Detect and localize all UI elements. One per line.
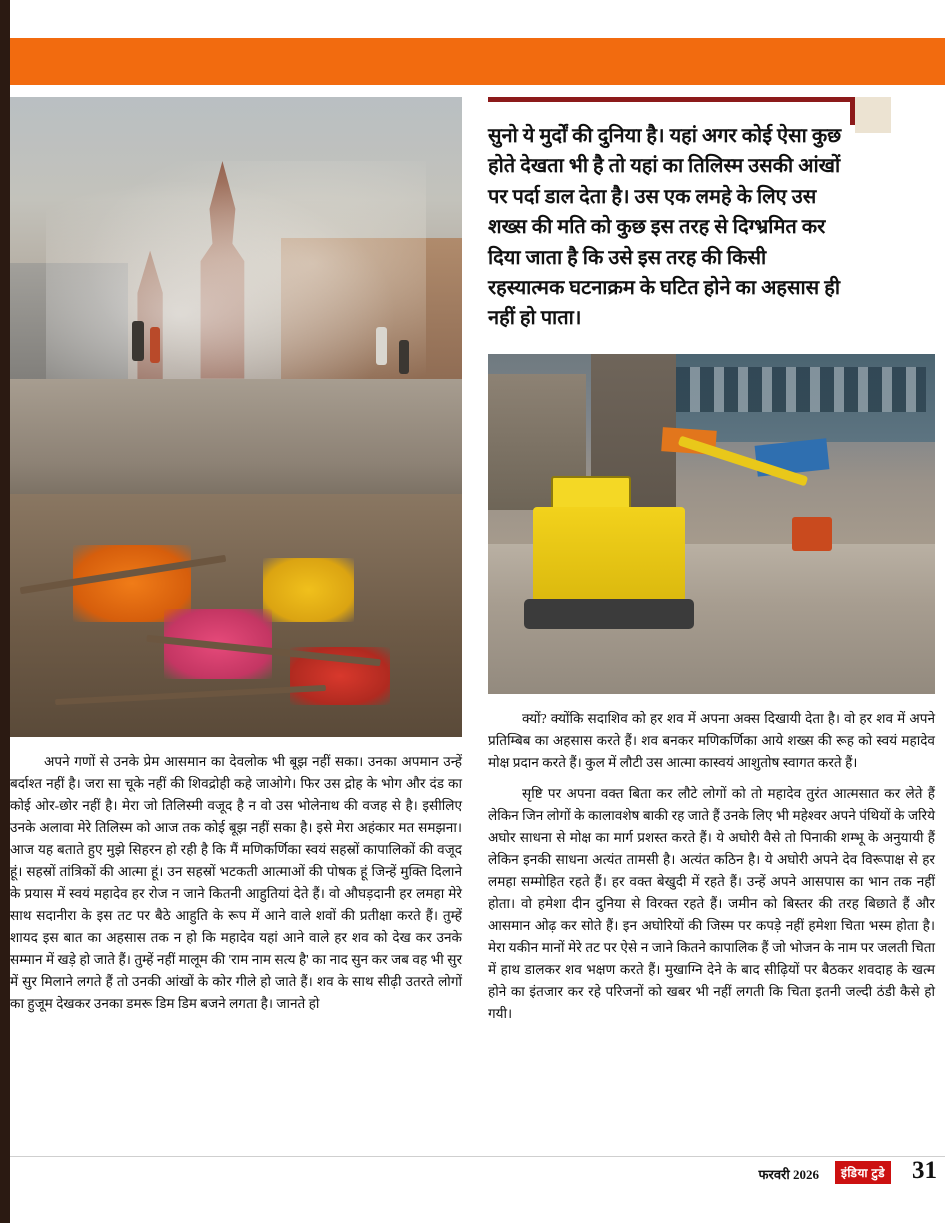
pullquote-frame: [488, 97, 935, 334]
photo-person-3: [376, 327, 387, 365]
top-orange-band: [10, 38, 945, 85]
right-body-text: [488, 708, 935, 1025]
pullquote-text: सुनो ये मुर्दों की दुनिया है। यहां अगर कोई ऐसा कुछ होते देखता भी है तो यहां का तिलिस्म उसकी आंखों पर पर्दा डाल देता है। उस एक लमहे के लिए उस शख्स की मति को कुछ इस तरह से दिग्भ्रमित कर दिया जाता है कि उसे इस तरह की किसी रहस्यात्मक घटनाक्रम के घटित होने का अहसास ही नहीं हो पाता।: [488, 125, 842, 330]
photo-person-2: [150, 327, 160, 363]
left-column: [10, 97, 462, 1015]
main-photo-cremation-ghat: [10, 97, 462, 737]
photo2-excavator-bucket: [792, 517, 832, 551]
photo2-excavator-body: [533, 507, 685, 609]
page-spine: [0, 0, 10, 1223]
photo-person-1: [132, 321, 144, 361]
left-paragraph: अपने गणों से उनके प्रेम आसमान का देवलोक भी बूझ नहीं सका। उनका अपमान उन्हें बर्दाश्त नहीं है। जरा सा चूके नहीं की शिवद्रोही कहे जाओगे। फिर उस द्रोह के भोग और दंड का कोई ओर-छोर नहीं है। मेरा जो तिलिस्मी वजूद है न वो उस भोलेनाथ की वजह से है। इसीलिए उनके अलावा मेरे तिलिस्म को आज तक कोई बूझ नहीं सका है। इसे मेरा अहंकार मत समझना। आज यह बताते हुए मुझे सिहरन हो रही है कि मैं मणिकर्णिका स्वयं सहस्रों कापालिकों की वजूद हूं। सहस्रों तांत्रिकों की आत्मा हूं। उन सहस्रों भटकती आत्माओं की पोषक हूं जिन्हें मुक्ति दिलाने के प्रयास में स्वयं महादेव हर रोज न जाने कितनी आहुतियां देते हैं। वो औघड़दानी हर लमहा मेरे साथ सदानीरा के इस तट पर बैठे आहुति के रूप में आने वाले शवों की प्रतीक्षा करते हैं। तुम्हें शायद इस बात का अहसास तक न हो कि महादेव यहां आने वाले हर शव को देख कर उनके सम्मान में खड़े हो जाते हैं। तुम्हें नहीं मालूम की 'राम नाम सत्य है' का नाद सुन कर जब वह भी सुर में सुर मिलाने लगते हैं तो उनकी आंखों के कोर गीले हो जाते हैं। शव के साथ सीढ़ी उतरते लोगों का हुजूम देखकर उनका डमरू डिम डिम बजने लगता है। जानते हो: [10, 754, 462, 1012]
right-paragraph-1: क्यों? क्योंकि सदाशिव को हर शव में अपना अक्स दिखायी देता है। वो हर शव में अपने प्रतिम्बिब का अहसास करते हैं। शव बनकर मणिकर्णिका आये शख्स की रूह को स्वयं महादेव मोक्ष प्रदान करते हैं। कुल में लौटी उस आत्मा कास्वयं आशुतोष स्वागत करते हैं।: [488, 710, 935, 770]
right-paragraph-2: सृष्टि पर अपना वक्त बिता कर लौटे लोगों को तो महादेव तुरंत आत्मसात कर लेते हैं लेकिन जिन लोगों के कालावशेष बाकी रह जाते हैं उनके लिए भी महेश्वर अपने पंथियों के जरिये अघोर साधना से मोक्ष का मार्ग प्रशस्त करते हैं। ये अघोरी वैसे तो पिनाकी शम्भू के अनुयायी हैं लेकिन इनकी साधना अत्यंत तामसी है। अत्यंत कठिन है। ये अघोरी अपने देव विरूपाक्ष से हर लमहा सम्मोहित रहते हैं। हर वक्त बेखुदी में रहते हैं। उन्हें अपने आसपास का भान तक नहीं होता। वो हमेशा दीन दुनिया से विरक्त रहते हैं। जमीन को बिस्तर की तरह बिछाते हैं और आसमान ओढ़ कर सोते हैं। इन अघोरियों की जिस्म पर कपड़े नहीं हमेशा चिता भस्म होता है। मेरा यकीन मानों मेरे तट पर ऐसे न जाने कितने कापालिक हैं जो भोजन के नाम पर जलती चिता में हाथ डालकर शव भक्षण करते हैं। मुखाग्नि देने के बाद सीढ़ियों पर बैठकर शवदाह के खत्म होने का इंतजार कर रहे परिजनों को खबर भी नहीं लगती कि चिता इतनी जल्दी ठंडी कैसे हो गयी।: [488, 785, 935, 1021]
photo-person-4: [399, 340, 409, 374]
issue-date: फरवरी 2026: [758, 1167, 819, 1182]
photo2-boats: [676, 367, 926, 411]
second-photo-excavator: [488, 354, 935, 694]
page-footer: [10, 1157, 945, 1193]
page-number: 31: [912, 1157, 937, 1184]
right-column: [488, 97, 935, 1025]
photo-yellow-cloth: [263, 558, 353, 622]
pullquote-top-rule: [488, 97, 855, 102]
pullquote-corner-block: [855, 97, 891, 133]
left-body-text: [10, 751, 462, 1015]
magazine-logo: इंडिया टुडे: [835, 1161, 891, 1184]
page-content: [10, 97, 935, 1157]
bottom-white-strip: [10, 1215, 945, 1223]
footer-divider: [10, 1156, 945, 1157]
photo2-excavator-track: [524, 599, 694, 630]
